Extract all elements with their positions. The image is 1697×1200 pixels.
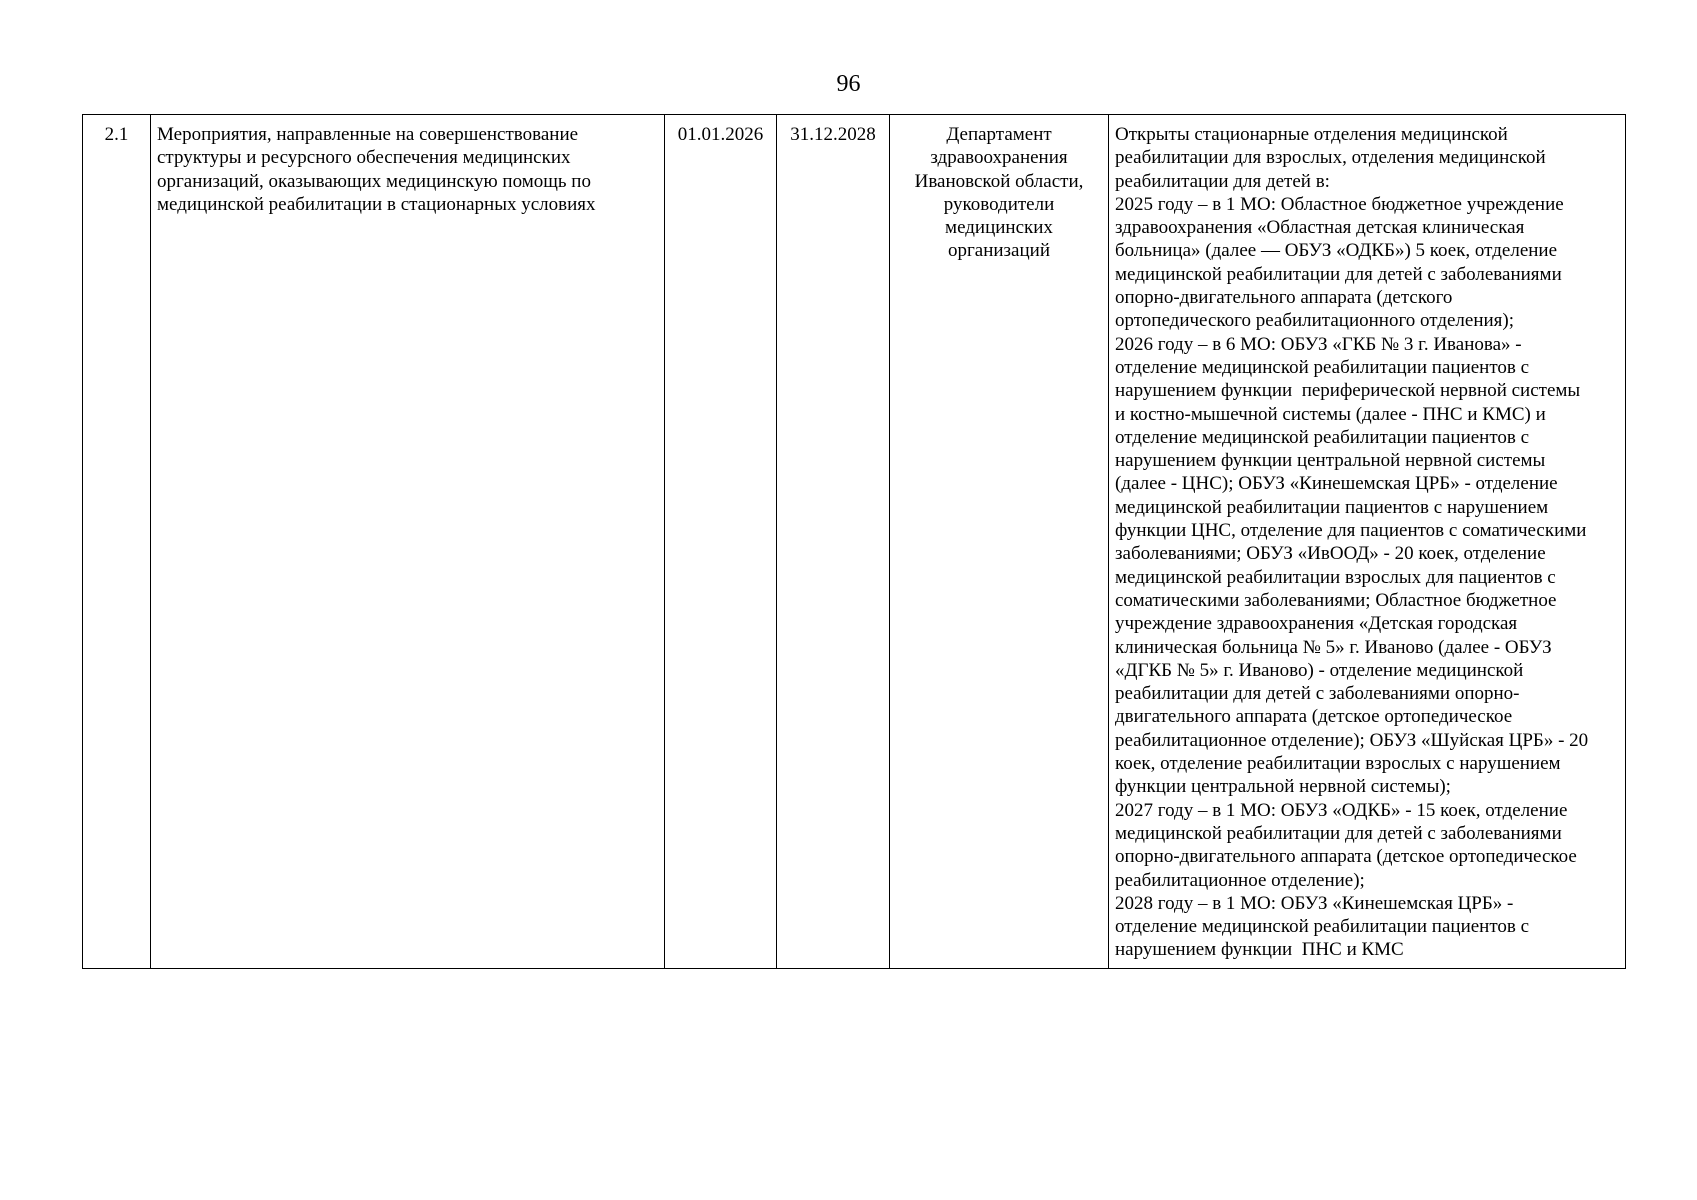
- result-line: медицинской реабилитации для детей с заболеваниями: [1115, 263, 1562, 285]
- end-date: 31.12.2028: [790, 124, 876, 145]
- responsible-line: медицинских: [945, 217, 1053, 239]
- result-line: здравоохранения «Областная детская клиническая: [1115, 217, 1525, 239]
- result-line: отделение медицинской реабилитации пациентов с: [1115, 426, 1530, 448]
- responsible-line: руководители: [943, 193, 1055, 215]
- result-line: медицинской реабилитации для детей с заболеваниями: [1115, 822, 1562, 844]
- responsible-cell: [890, 115, 1109, 969]
- item-number-cell: [83, 115, 151, 969]
- start-date-cell: [665, 115, 777, 969]
- result-line: нарушением функции ПНС и КМС: [1115, 939, 1404, 961]
- result-line: «ДГКБ № 5» г. Иваново) - отделение медицинской: [1115, 659, 1524, 681]
- result-line: двигательного аппарата (детское ортопедическое: [1115, 706, 1513, 728]
- result-line: реабилитации для детей в:: [1115, 170, 1330, 192]
- result-line: опорно-двигательного аппарата (детское ортопедическое: [1115, 846, 1577, 868]
- item-number: 2.1: [104, 124, 129, 145]
- result-line: медицинской реабилитации взрослых для пациентов с: [1115, 566, 1556, 588]
- start-date: 01.01.2026: [677, 124, 764, 145]
- table-row: [83, 115, 1626, 969]
- end-date-cell: [777, 115, 890, 969]
- result-line: (далее - ЦНС); ОБУЗ «Кинешемская ЦРБ» - отделение: [1115, 473, 1558, 495]
- result-line: соматическими заболеваниями; Областное бюджетное: [1115, 589, 1557, 611]
- result-line: функции ЦНС, отделение для пациентов с соматическими: [1115, 520, 1587, 542]
- result-line: и костно-мышечной системы (далее - ПНС и КМС) и: [1115, 403, 1546, 425]
- measure-name-cell: [151, 115, 665, 969]
- plan-table: [82, 114, 1626, 969]
- result-line: функции центральной нервной системы);: [1115, 776, 1451, 798]
- result-line: нарушением функции центральной нервной системы: [1115, 450, 1546, 472]
- result-line: заболеваниями; ОБУЗ «ИвООД» - 20 коек, отделение: [1115, 543, 1546, 565]
- result-line: клиническая больница № 5» г. Иваново (далее - ОБУЗ: [1115, 636, 1552, 658]
- result-line: ортопедического реабилитационного отделения);: [1115, 310, 1515, 332]
- result-line: отделение медицинской реабилитации пациентов с: [1115, 916, 1530, 938]
- result-line: нарушением функции периферической нервной системы: [1115, 380, 1581, 402]
- page-number: 96: [836, 71, 861, 97]
- result-line: реабилитации для взрослых, отделения медицинской: [1115, 147, 1546, 169]
- measure-name-line: организаций, оказывающих медицинскую помощь по: [157, 170, 591, 192]
- responsible-line: Департамент: [946, 124, 1052, 145]
- responsible-line: Ивановской области,: [914, 170, 1084, 192]
- result-line: медицинской реабилитации пациентов с нарушением: [1115, 496, 1549, 518]
- result-line: реабилитационное отделение);: [1115, 869, 1365, 891]
- result-line: Открыты стационарные отделения медицинской: [1115, 124, 1508, 145]
- measure-name-line: Мероприятия, направленные на совершенствование: [157, 124, 579, 145]
- result-line: 2026 году – в 6 МО: ОБУЗ «ГКБ № 3 г. Иванова» -: [1115, 333, 1522, 355]
- responsible-line: организаций: [947, 240, 1050, 262]
- result-line: реабилитационное отделение); ОБУЗ «Шуйская ЦРБ» - 20: [1115, 729, 1589, 751]
- result-line: 2025 году – в 1 МО: Областное бюджетное учреждение: [1115, 193, 1564, 215]
- measure-name-line: медицинской реабилитации в стационарных условиях: [157, 193, 596, 215]
- result-line: опорно-двигательного аппарата (детского: [1115, 287, 1453, 309]
- result-line: учреждение здравоохранения «Детская городская: [1115, 613, 1518, 635]
- result-line: коек, отделение реабилитации взрослых с нарушением: [1115, 753, 1561, 775]
- measure-name-line: структуры и ресурсного обеспечения медицинских: [157, 147, 571, 169]
- responsible-line: здравоохранения: [930, 147, 1068, 169]
- result-cell: [1109, 115, 1626, 969]
- result-line: реабилитации для детей с заболеваниями опорно-: [1115, 683, 1520, 705]
- result-line: отделение медицинской реабилитации пациентов с: [1115, 356, 1530, 378]
- result-line: 2028 году – в 1 МО: ОБУЗ «Кинешемская ЦРБ» -: [1115, 892, 1514, 914]
- result-line: 2027 году – в 1 МО: ОБУЗ «ОДКБ» - 15 коек, отделение: [1115, 799, 1568, 821]
- result-line: больница» (далее — ОБУЗ «ОДКБ») 5 коек, отделение: [1115, 240, 1558, 262]
